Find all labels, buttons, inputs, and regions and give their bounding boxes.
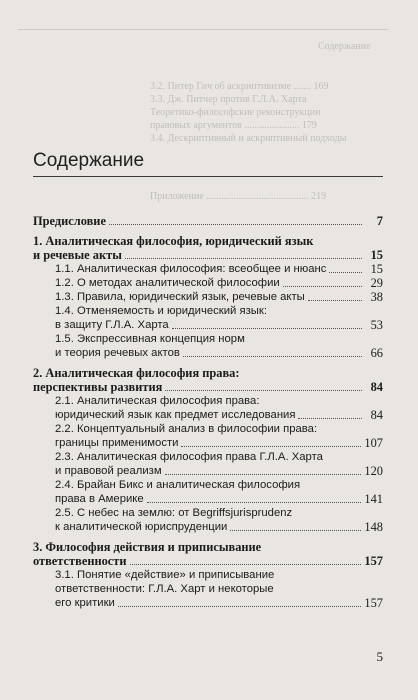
toc-subsection[interactable] (33, 332, 383, 360)
toc-page-number: 53 (370, 318, 383, 332)
title-divider (33, 176, 383, 177)
toc-entry-title: границы применимости (55, 437, 179, 449)
dot-leader (181, 446, 361, 447)
toc-entry-title: и теория речевых актов (55, 347, 180, 359)
dot-leader (283, 286, 362, 287)
toc-subsection[interactable] (33, 450, 383, 478)
toc-page-number: 38 (370, 290, 383, 304)
bleed-through-text (0, 0, 418, 202)
toc-page-number: 148 (364, 520, 383, 534)
ghost-rule (18, 29, 388, 30)
page-number: 5 (376, 649, 383, 664)
dot-leader (130, 564, 362, 565)
toc-entry-title-line: 2.2. Концептуальный анализ в философии права: (55, 423, 318, 435)
toc-subsection[interactable] (33, 568, 383, 610)
ghost-line: 3.2. Питер Гич об аскриптивизме ....... 169 (150, 81, 329, 92)
dot-leader (125, 258, 362, 259)
toc-front-matter[interactable] (33, 214, 383, 228)
toc-subsection[interactable] (33, 506, 383, 534)
dot-leader (109, 224, 362, 225)
toc-chapter[interactable] (33, 234, 383, 262)
toc-subsection[interactable] (33, 478, 383, 506)
dot-leader (165, 474, 362, 475)
toc-chapter[interactable] (33, 540, 383, 568)
toc-subsection[interactable] (33, 422, 383, 450)
toc-entry-title: 1.3. Правила, юридический язык, речевые акты (55, 291, 305, 303)
ghost-line: 3.3. Дж. Питчер против Г.Л.А. Харта (150, 94, 307, 105)
dot-leader (183, 356, 362, 357)
dot-leader (147, 502, 362, 503)
toc-page-number: 84 (370, 380, 383, 394)
ghost-line: Приложение ......................................... 219 (150, 191, 327, 202)
toc-page-number: 141 (364, 492, 383, 506)
ghost-line: правовых аргументов ...................... 179 (150, 120, 317, 131)
toc-page-number: 7 (376, 214, 383, 228)
dot-leader (230, 530, 361, 531)
toc-entry-title: его критики (55, 597, 115, 609)
toc-subsection[interactable] (33, 394, 383, 422)
toc-entry-title-line: 2. Аналитическая философия права: (33, 366, 240, 380)
toc-entry-title: 1.1. Аналитическая философия: всеобщее и нюанс (55, 263, 327, 275)
toc-entry-title-line: 1.4. Отменяемость и юридический язык: (55, 305, 267, 317)
toc-entry-title: ответственности (33, 554, 127, 568)
toc-entry-title-line: 1.5. Экспрессивная концепция норм (55, 333, 245, 345)
page-title: Содержание (33, 150, 145, 171)
toc-entry-title-line: 2.1. Аналитическая философия права: (55, 395, 260, 407)
toc-entry-title: юридический язык как предмет исследования (55, 409, 296, 421)
toc-entry-title-line: 2.5. С небес на землю: от Begriffsjurisprudenz (55, 507, 293, 519)
toc-subsection[interactable] (33, 276, 383, 290)
toc-entry-title: 1.2. О методах аналитической философии (55, 277, 280, 289)
toc-page-number: 15 (370, 248, 383, 262)
toc-subsection[interactable] (33, 262, 383, 276)
toc-page-number: 120 (364, 464, 383, 478)
ghost-header: Содержание (318, 41, 371, 52)
dot-leader (165, 390, 362, 391)
toc-entry-title-line: 3.1. Понятие «действие» и приписывание (55, 569, 275, 581)
toc-entry-title-line: 3. Философия действия и приписывание (33, 540, 262, 554)
dot-leader (329, 272, 362, 273)
table-of-contents (33, 214, 383, 610)
dot-leader (118, 606, 362, 607)
toc-page-number: 107 (364, 436, 383, 450)
toc-entry-title: в защиту Г.Л.А. Харта (55, 319, 169, 331)
toc-page-number: 157 (364, 596, 383, 610)
toc-subsection[interactable] (33, 290, 383, 304)
toc-page-number: 29 (370, 276, 383, 290)
toc-entry-title: и правовой реализм (55, 465, 162, 477)
toc-page-number: 66 (370, 346, 383, 360)
ghost-line: Теоретико-философские реконструкции (150, 107, 321, 118)
dot-leader (308, 300, 362, 301)
toc-chapter[interactable] (33, 366, 383, 394)
toc-entry-title: и речевые акты (33, 248, 122, 262)
toc-page-number: 84 (370, 408, 383, 422)
dot-leader (172, 328, 362, 329)
toc-entry-title: права в Америке (55, 493, 144, 505)
dot-leader (298, 418, 362, 419)
toc-entry-title: к аналитической юриспруденции (55, 521, 228, 533)
toc-page-number: 15 (370, 262, 383, 276)
toc-entry-title: перспективы развития (33, 380, 163, 394)
toc-entry-title-line: 2.3. Аналитическая философия права Г.Л.А. Харта (55, 451, 323, 463)
toc-entry-title-line: 1. Аналитическая философия, юридический язык (33, 234, 314, 248)
toc-entry-title-line: 2.4. Брайан Бикс и аналитическая философия (55, 479, 301, 491)
ghost-line: 3.4. Дескриптивный и аскриптивный подходы (150, 133, 347, 144)
toc-subsection[interactable] (33, 304, 383, 332)
toc-entry-title: Предисловие (33, 214, 106, 228)
toc-page-number: 157 (364, 554, 383, 568)
toc-entry-title-line: ответственности: Г.Л.А. Харт и некоторые (55, 583, 274, 595)
